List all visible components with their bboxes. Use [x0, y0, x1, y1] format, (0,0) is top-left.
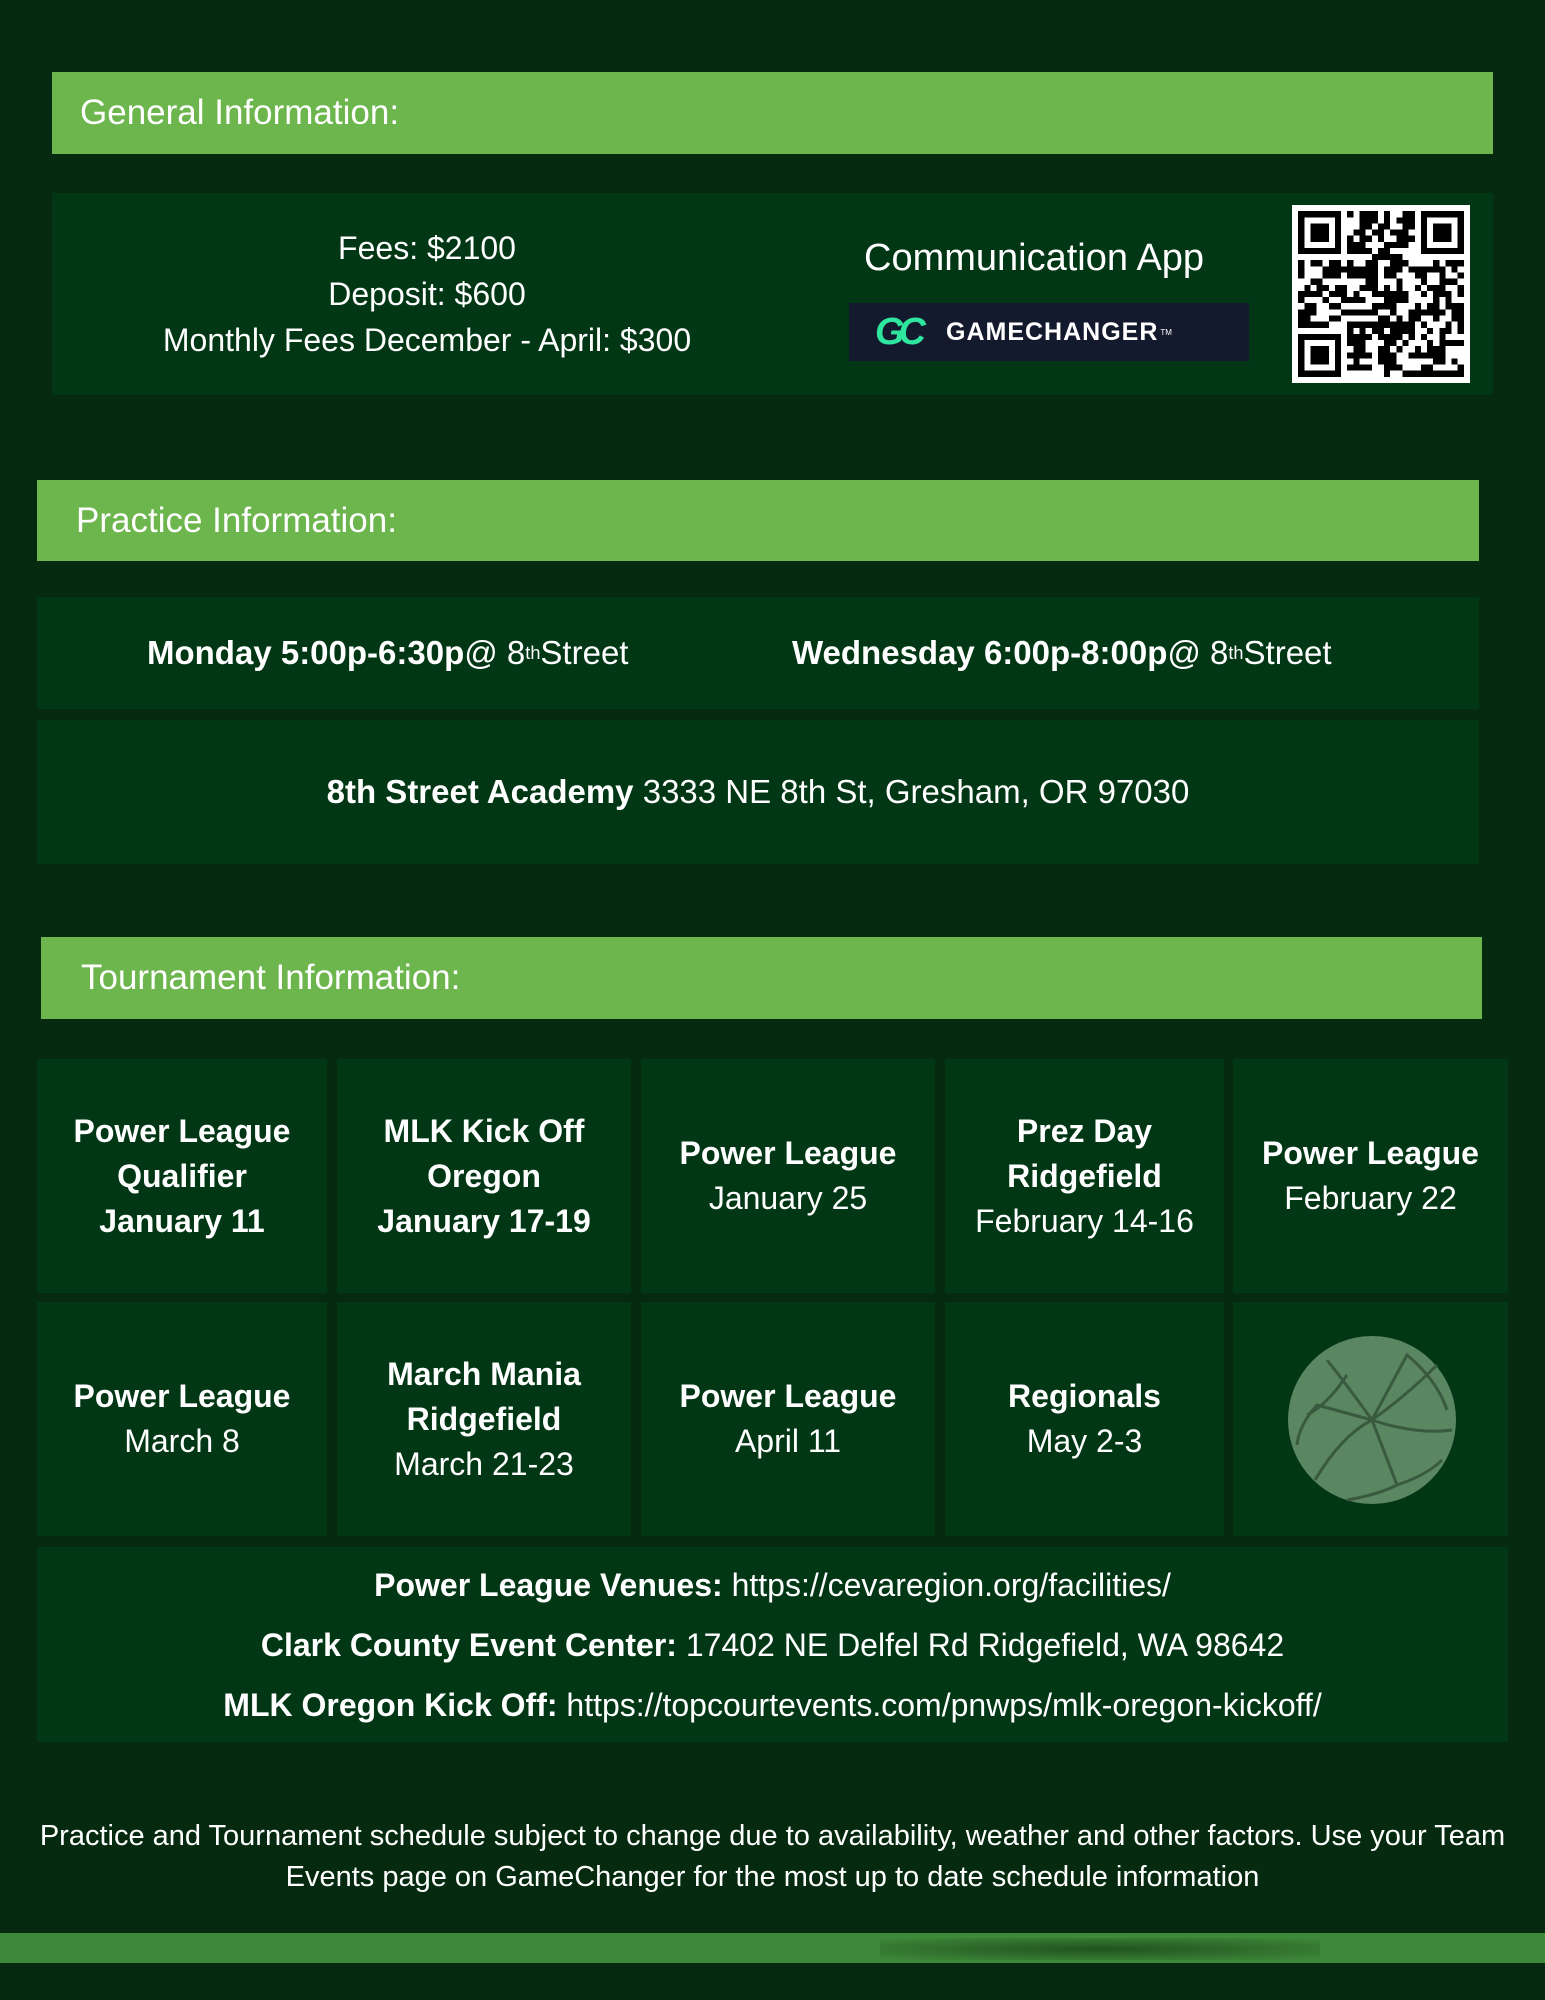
venue-link[interactable]: https://topcourtevents.com/pnwps/mlk-oregon-kickoff/ — [557, 1686, 1322, 1723]
gamechanger-mark-icon: GC — [875, 310, 920, 353]
event-date-line: May 2-3 — [1026, 1423, 1143, 1459]
event-title-line: Power League — [73, 1112, 291, 1149]
tournament-event-card — [1233, 1059, 1508, 1293]
event-title-line: Qualifier — [117, 1157, 247, 1194]
venue-label: Power League Venues: — [374, 1566, 723, 1603]
general-info-panel — [52, 193, 1493, 395]
tournament-event-card — [337, 1059, 631, 1293]
practice-venue-line — [327, 773, 1190, 811]
volleyball-icon — [1287, 1335, 1457, 1505]
gamechanger-wordmark: GAMECHANGER — [946, 317, 1159, 346]
practice-session-monday: Monday 5:00p-6:30p @ 8 th Street — [147, 634, 629, 671]
bottom-bar-shadow — [880, 1938, 1320, 1960]
venue-label: Clark County Event Center: — [260, 1626, 677, 1663]
event-date-line: March 21-23 — [394, 1445, 574, 1482]
practice-venue-name: 8th Street Academy — [326, 773, 634, 810]
venue-line — [374, 1555, 1171, 1615]
qr-code-icon[interactable] — [1292, 205, 1470, 383]
tournament-event-card — [945, 1302, 1224, 1536]
tournament-event-card — [641, 1059, 935, 1293]
general-info-heading: General Information: — [80, 93, 400, 132]
event-date-line: February 22 — [1284, 1180, 1457, 1216]
practice-day-time: Wednesday 6:00p-8:00p — [792, 634, 1168, 671]
deposit-text: Deposit: $600 — [328, 276, 526, 312]
general-info-header — [52, 72, 1493, 154]
event-title-line: March Mania — [387, 1355, 581, 1392]
tournament-event-card — [37, 1059, 327, 1293]
practice-info-heading: Practice Information: — [76, 500, 397, 540]
event-title-line: January 11 — [99, 1202, 265, 1239]
venue-label: MLK Oregon Kick Off: — [223, 1686, 558, 1723]
tournament-event-card — [945, 1059, 1224, 1293]
event-title-line: MLK Kick Off — [383, 1112, 585, 1149]
venue-address: 17402 NE Delfel Rd Ridgefield, WA 98642 — [676, 1626, 1285, 1663]
event-date-line: March 8 — [124, 1423, 240, 1459]
event-title-line: Power League — [1262, 1135, 1479, 1171]
event-title-line: Oregon — [427, 1157, 541, 1194]
practice-schedule-panel — [37, 597, 1479, 709]
event-title-line: Prez Day — [1016, 1112, 1153, 1149]
practice-info-header — [37, 480, 1479, 561]
gamechanger-logo[interactable] — [849, 303, 1249, 361]
event-title-line: Power League — [679, 1135, 897, 1171]
event-title-line: Ridgefield — [1007, 1157, 1162, 1194]
event-title-line: Ridgefield — [406, 1400, 562, 1437]
practice-venue-panel — [37, 720, 1479, 864]
event-date-line: February 14-16 — [975, 1202, 1194, 1239]
venue-line — [261, 1615, 1284, 1675]
practice-place: Street — [1243, 634, 1332, 671]
tournament-venues-panel — [37, 1547, 1508, 1742]
volleyball-cell — [1233, 1302, 1508, 1536]
tournament-info-heading: Tournament Information: — [81, 958, 461, 997]
gamechanger-trademark: TM — [1160, 327, 1172, 337]
tournament-event-card — [337, 1302, 631, 1536]
practice-day-time: Monday 5:00p-6:30p — [147, 634, 465, 671]
venue-line — [223, 1675, 1321, 1735]
tournament-event-card — [37, 1302, 327, 1536]
venue-link[interactable]: https://cevaregion.org/facilities/ — [722, 1566, 1171, 1603]
communication-app-title: Communication App — [864, 237, 1205, 279]
fees-text: Fees: $2100 — [338, 230, 516, 266]
event-title-line: Power League — [73, 1378, 291, 1414]
practice-at: @ 8 — [464, 634, 526, 671]
event-date-line: January 25 — [708, 1180, 868, 1216]
event-title-line: Power League — [679, 1378, 897, 1414]
event-title-line: Regionals — [1008, 1378, 1161, 1414]
practice-at: @ 8 — [1167, 634, 1229, 671]
practice-place: Street — [540, 634, 629, 671]
schedule-disclaimer: Practice and Tournament schedule subject to change due to availability, weather and other factors. Use your Team Events page on GameChanger for the most up to date schedule information — [39, 1820, 1506, 1893]
event-title-line: January 17-19 — [377, 1202, 591, 1239]
tournament-event-card — [641, 1302, 935, 1536]
fees-block — [52, 193, 802, 395]
practice-venue-address: 3333 NE 8th St, Gresham, OR 97030 — [633, 773, 1190, 810]
tournament-info-header — [41, 937, 1482, 1019]
monthly-fees-text: Monthly Fees December - April: $300 — [162, 322, 692, 358]
event-date-line: April 11 — [734, 1423, 842, 1459]
practice-session-wednesday: Wednesday 6:00p-8:00p @ 8 th Street — [792, 634, 1332, 671]
